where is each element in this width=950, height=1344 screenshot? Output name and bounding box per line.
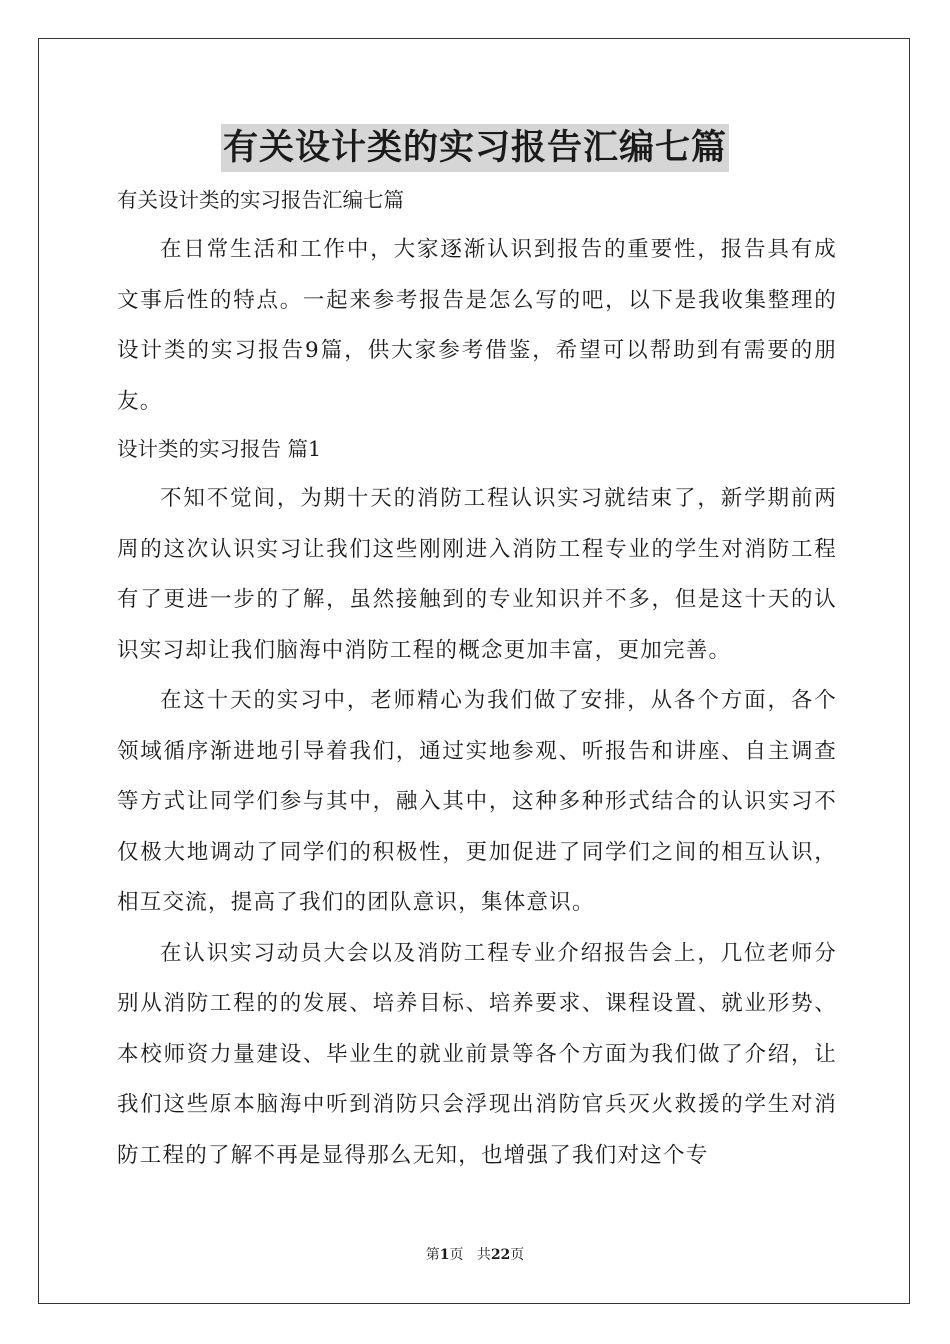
document-title: 有关设计类的实习报告汇编七篇 — [221, 124, 729, 172]
body-paragraph-3: 在认识实习动员大会以及消防工程专业介绍报告会上，几位老师分别从消防工程的的发展、培养目标、培养要求、课程设置、就业形势、本校师资力量建设、毕业生的就业前景等各个方面为我们做了介绍，让我们这些原本脑海中听到消防只会浮现出消防官兵灭火救援的学生对消防工程的了解不再是显得那么无知，也增强了我们对这个专 — [117, 940, 837, 1168]
document-body — [117, 178, 837, 1181]
title-container — [0, 124, 950, 172]
section-heading: 设计类的实习报告 篇1 — [117, 437, 322, 461]
total-suffix: 页 — [510, 1247, 525, 1263]
page-prefix: 第 — [425, 1247, 440, 1263]
page-number: 1 — [439, 1247, 450, 1263]
page-footer — [0, 1245, 950, 1265]
page-suffix: 页 — [449, 1247, 464, 1263]
total-pages: 22 — [490, 1247, 511, 1263]
body-paragraph-1: 不知不觉间，为期十天的消防工程认识实习就结束了，新学期前两周的这次认识实习让我们这些刚刚进入消防工程专业的学生对消防工程有了更进一步的了解，虽然接触到的专业知识并不多，但是这十天的认识实习却让我们脑海中消防工程的概念更加丰富，更加完善。 — [117, 486, 837, 663]
total-prefix: 共 — [476, 1247, 491, 1263]
intro-paragraph: 在日常生活和工作中，大家逐渐认识到报告的重要性，报告具有成文事后性的特点。一起来参考报告是怎么写的吧，以下是我收集整理的设计类的实习报告9篇，供大家参考借鉴，希望可以帮助到有需要的朋友。 — [117, 237, 837, 414]
body-paragraph-2: 在这十天的实习中，老师精心为我们做了安排，从各个方面，各个领域循序渐进地引导着我们，通过实地参观、听报告和讲座、自主调查等方式让同学们参与其中，融入其中，这种多种形式结合的认识实习不仅极大地调动了同学们的积极性，更加促进了同学们之间的相互认识，相互交流，提高了我们的团队意识，集体意识。 — [117, 688, 837, 915]
document-subtitle: 有关设计类的实习报告汇编七篇 — [117, 188, 404, 212]
